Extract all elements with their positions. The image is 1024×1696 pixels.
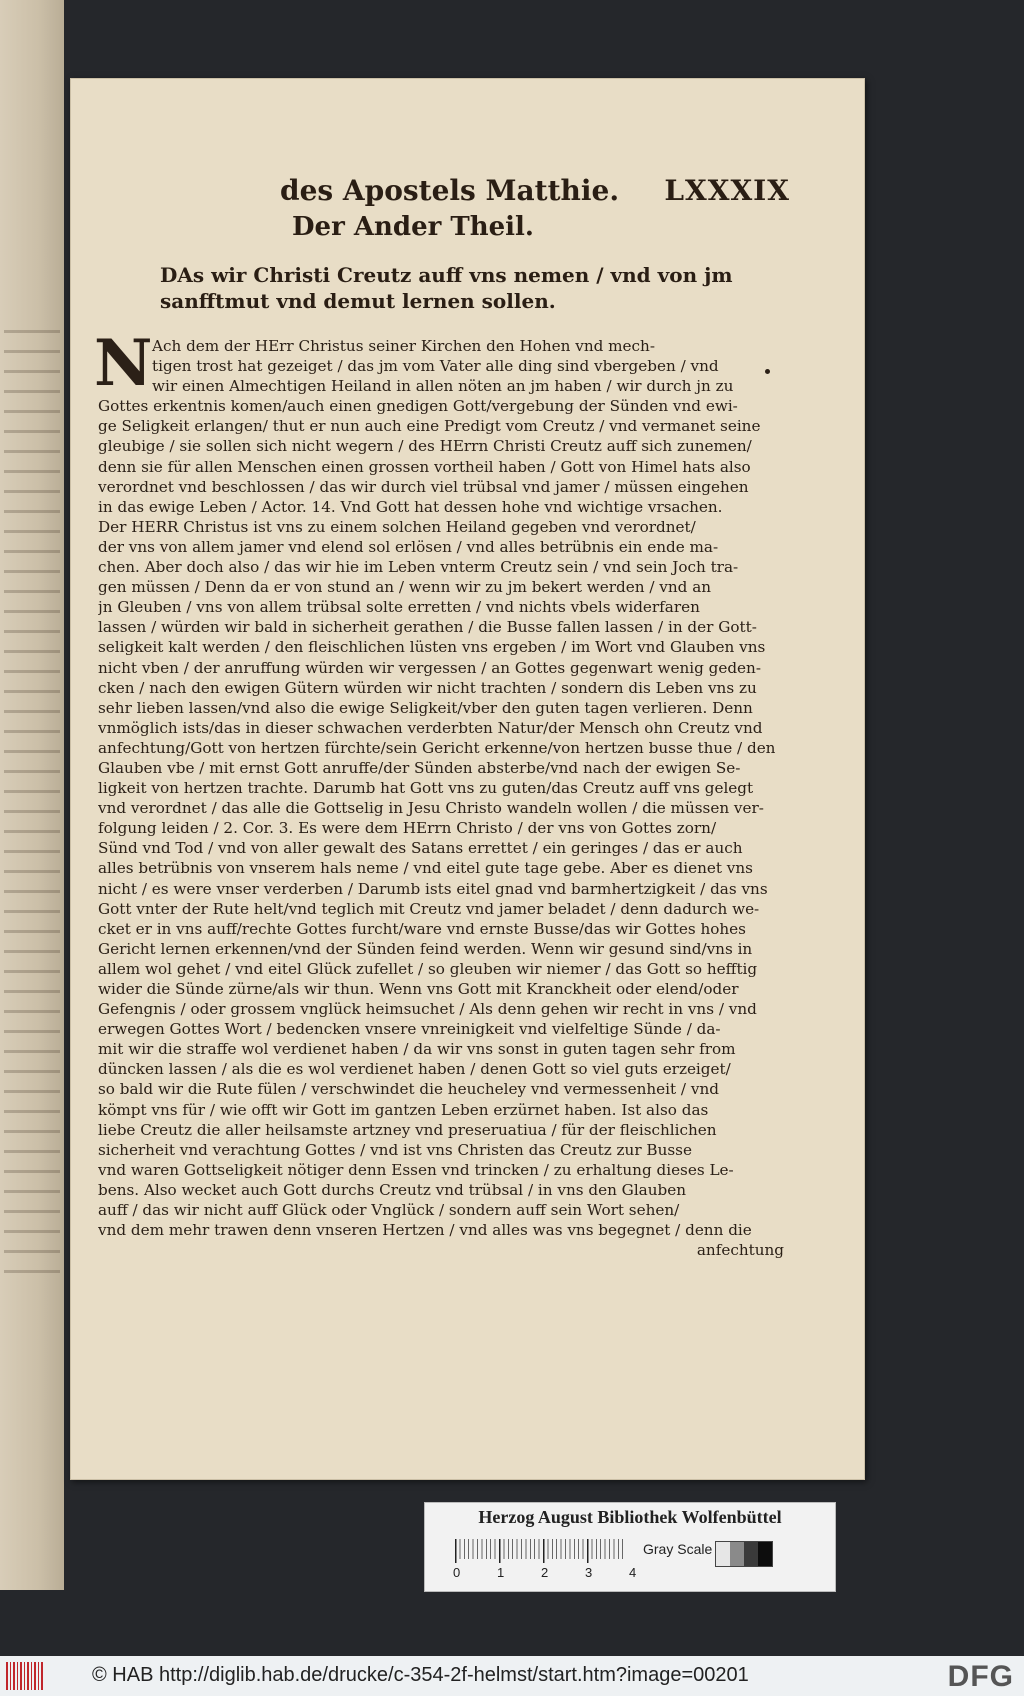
- text-line: Gefengnis / oder grossem vnglück heimsuchet / Als denn gehen wir recht in vns / vnd: [98, 1000, 757, 1019]
- text-line: tigen trost hat gezeiget / das jm vom Vater alle ding sind vbergeben / vnd: [152, 357, 719, 376]
- text-line: so bald wir die Rute fülen / verschwindet die heucheley vnd vermessenheit / vnd: [98, 1080, 719, 1099]
- text-line: Gottes erkentnis komen/auch einen gnedigen Gott/vergebung der Sünden vnd ewi-: [98, 397, 738, 416]
- gray-scale-label: Gray Scale: [643, 1541, 713, 1557]
- text-line: erwegen Gottes Wort / bedencken vnsere vnreinigkeit vnd vielfeltige Sünde / da-: [98, 1020, 721, 1039]
- text-line: seligkeit kalt werden / den fleischlichen lüsten vns ergeben / im Wort vnd Glauben vns: [98, 638, 766, 657]
- text-line: wir einen Almechtigen Heiland in allen nöten an jm haben / wir durch jn zu: [152, 377, 734, 396]
- gray-swatch: [758, 1542, 772, 1566]
- running-head: [280, 174, 790, 214]
- gray-swatch: [730, 1542, 744, 1566]
- text-line: kömpt vns für / wie offt wir Gott im gantzen Leben erzürnet haben. Ist also das: [98, 1100, 709, 1119]
- text-line: jn Gleuben / vns von allem trübsal solte erretten / vnd nichts vbels widerfaren: [98, 598, 700, 617]
- text-line: folgung leiden / 2. Cor. 3. Es were dem HErrn Christo / der vns von Gottes zorn/: [98, 819, 717, 838]
- ruler-number: 1: [497, 1565, 505, 1580]
- text-line: in das ewige Leben / Actor. 14. Vnd Gott hat dessen hohe vnd wichtige vrsachen.: [98, 497, 723, 516]
- drop-cap: N: [94, 326, 153, 401]
- text-line: verordnet vnd beschlossen / das wir durch viel trübsal vnd jamer / müssen eingehen: [98, 477, 749, 496]
- text-line: alles betrübnis von vnserem hals neme / vnd eitel gute tage gebe. Aber es dienet vns: [98, 859, 753, 878]
- text-line: mit wir die straffe wol verdienet haben / da wir vns sonst in guten tagen sehr from: [98, 1040, 736, 1059]
- text-line: gen müssen / Denn da er von stund an / wenn wir zu jm bekert werden / vnd an: [98, 578, 712, 597]
- ruler-number: 3: [585, 1565, 593, 1580]
- text-line: der vns von allem jamer vnd elend sol erlösen / vnd alles betrübnis ein ende ma-: [98, 537, 719, 556]
- text-line: ge Seligkeit erlangen/ thut er nun auch eine Predigt vom Creutz / vnd vermanet seine: [98, 417, 761, 436]
- text-line: nicht / es were vnser verderben / Darumb ists eitel gnad vnd barmhertzigkeit / das vns: [98, 879, 768, 898]
- text-line: wider die Sünde zürne/als wir thun. Wenn vns Gott mit Kranckheit oder elend/oder: [98, 980, 739, 998]
- text-line: Gott vnter der Rute helt/vnd teglich mit Creutz vnd jamer beladet / denn dadurch we-: [98, 899, 760, 918]
- text-line: lassen / würden wir bald in sicherheit gerathen / die Busse fallen lassen / in der Gott-: [98, 618, 757, 637]
- catchword: anfechtung: [696, 1241, 784, 1260]
- text-line: sehr lieben lassen/vnd also die ewige Seligkeit/vber den guten tagen verlieren. Denn: [98, 698, 753, 717]
- summary-line: DAs wir Christi Creutz auff vns nemen / vnd von jm: [160, 263, 733, 287]
- text-line: Ach dem der HErr Christus seiner Kirchen den Hohen vnd mech-: [152, 337, 655, 355]
- text-line: vnd verordnet / das alle die Gottselig in Jesu Christo wandeln wollen / die müssen ver-: [98, 799, 764, 818]
- text-line: nicht vben / der anruffung würden wir vergessen / an Gottes gegenwart wenig geden-: [98, 658, 761, 677]
- text-line: Gericht lernen erkennen/vnd der Sünden feind werden. Wenn wir gesund sind/vns in: [98, 939, 753, 958]
- part-title: Der Ander Theil.: [292, 212, 534, 242]
- gray-swatch: [744, 1542, 758, 1566]
- text-line: vnmöglich ists/das in dieser schwachen verderbten Natur/der Mensch ohn Creutz vnd: [98, 718, 763, 737]
- text-line: chen. Aber doch also / das wir hie im Leben vnterm Creutz sein / vnd sein Joch tra-: [98, 558, 739, 577]
- library-name: Herzog August Bibliothek Wolfenbüttel: [478, 1507, 782, 1527]
- section-summary: [160, 262, 733, 314]
- barcode-icon: [6, 1662, 44, 1690]
- ruler-number: 4: [629, 1565, 637, 1580]
- running-title: des Apostels Matthie.: [280, 174, 620, 207]
- ruler-numbers: [423, 1565, 637, 1581]
- ruler-number: 0: [453, 1565, 461, 1580]
- text-line: vnd dem mehr trawen denn vnseren Hertzen / vnd alles was vns begegnet / denn die: [98, 1221, 752, 1240]
- ruler-major-ticks: [455, 1539, 625, 1563]
- folio-number: LXXXIX: [664, 174, 790, 207]
- copyright-url[interactable]: © HAB http://diglib.hab.de/drucke/c-354-2f-helmst/start.htm?image=00201: [92, 1664, 749, 1686]
- previous-page-text-remnants: [4, 330, 60, 1290]
- gray-scale-swatches: [715, 1541, 773, 1567]
- text-line: anfechtung/Gott von hertzen fürchte/sein Gericht erkenne/von hertzen busse thue / den: [98, 738, 776, 757]
- text-line: düncken lassen / als die es wol verdienet haben / denen Gott so viel guts erzeiget/: [98, 1060, 731, 1079]
- text-line: Der HERR Christus ist vns zu einem solchen Heiland gegeben vnd verordnet/: [98, 517, 696, 536]
- text-line: auff / das wir nicht auff Glück oder Vnglück / sondern auff sein Wort sehen/: [98, 1201, 680, 1220]
- ruler-number: 2: [541, 1565, 549, 1580]
- library-color-chart-label: [424, 1502, 836, 1592]
- body-lines: [98, 336, 788, 1240]
- dfg-logo: DFG: [947, 1660, 1014, 1693]
- text-line: gleubige / sie sollen sich nicht wegern / des HErrn Christi Creutz auff sich zunemen/: [98, 437, 752, 456]
- summary-line: sanfftmut vnd demut lernen sollen.: [160, 289, 556, 313]
- previous-page-edge: [0, 0, 64, 1590]
- text-line: allem wol gehet / vnd eitel Glück zufellet / so gleuben wir niemer / das Gott so hefftig: [98, 959, 758, 978]
- text-line: ligkeit von hertzen trachte. Darumb hat Gott vns zu guten/das Creutz auff vns gelegt: [98, 779, 754, 798]
- body-text: [94, 326, 788, 1260]
- text-line: Glauben vbe / mit ernst Gott anruffe/der Sünden absterbe/vnd nach der ewigen Se-: [98, 758, 741, 777]
- text-line: vnd waren Gottseligkeit nötiger denn Essen vnd trincken / zu erhaltung dieses Le-: [98, 1160, 734, 1179]
- viewer-footer: [0, 1656, 1024, 1696]
- text-line: bens. Also wecket auch Gott durchs Creutz vnd trübsal / in vns den Glauben: [98, 1180, 687, 1199]
- text-line: sicherheit vnd verachtung Gottes / vnd ist vns Christen das Creutz zur Busse: [98, 1140, 692, 1159]
- gray-swatch: [716, 1542, 730, 1566]
- text-line: liebe Creutz die aller heilsamste artzney vnd preseruatiua / für der fleischlichen: [98, 1120, 717, 1139]
- book-page: [70, 78, 865, 1480]
- text-line: cken / nach den ewigen Gütern würden wir nicht trachten / sondern dis Leben vns zu: [98, 678, 757, 697]
- text-line: Sünd vnd Tod / vnd von aller gewalt des Satans errettet / ein geringes / das er auch: [98, 839, 743, 858]
- text-line: cket er in vns auff/rechte Gottes furcht/ware vnd ernste Busse/das wir Gottes hohes: [98, 919, 746, 938]
- scale-ruler: [455, 1539, 625, 1563]
- text-line: denn sie für allen Menschen einen grossen vortheil haben / Gott von Himel hats also: [98, 457, 751, 476]
